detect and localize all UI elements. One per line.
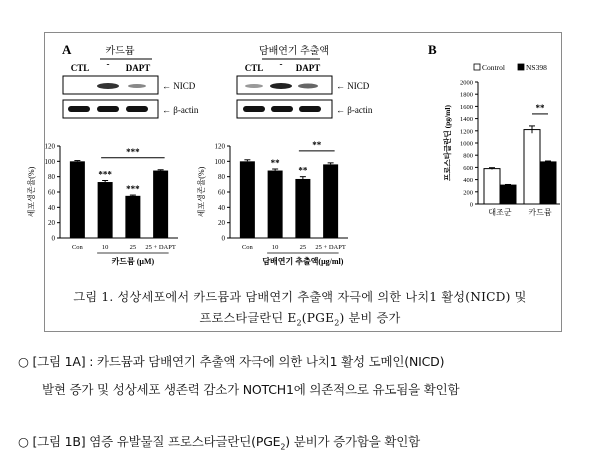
- y-tick-label: 120: [214, 142, 225, 151]
- bar: [153, 171, 168, 238]
- x-tick-label: 25: [299, 244, 307, 251]
- blot-left-lane-ctl: CTL: [70, 63, 90, 73]
- bar: [323, 164, 338, 238]
- panel-a-label: A: [62, 42, 72, 57]
- x-tick-label: Con: [71, 244, 83, 251]
- x-tick-label: 25 + DAPT: [145, 244, 176, 251]
- chart-smoke-viability: [196, 140, 348, 266]
- y-tick-label: 80: [48, 173, 55, 182]
- blot-left-lane-dapt: DAPT: [125, 63, 151, 73]
- y-tick-label: 60: [48, 188, 55, 197]
- bar: [268, 171, 283, 238]
- y-tick-label: 1800: [460, 91, 473, 99]
- blot-right-lane-ctl: CTL: [244, 63, 264, 73]
- chart-pge2: [442, 63, 560, 217]
- x-tick-label: 10: [101, 244, 109, 251]
- y-tick-label: 400: [463, 177, 473, 185]
- x-tick-label: Con: [241, 244, 253, 251]
- y-tick-label: 40: [218, 203, 225, 212]
- bullet-1b-text-a: ○ [그림 1B] 염증 유발물질 프로스타글란딘(PGE: [18, 434, 281, 449]
- y-tick-label: 120: [44, 142, 55, 151]
- blot-right-title: 담배연기 추출액: [258, 46, 330, 57]
- bullet-1b-text-b: ) 분비가 증가함을 확인함: [285, 434, 421, 449]
- legend-swatch: [474, 64, 480, 70]
- y-axis-label: 세포생존율(%): [197, 166, 206, 218]
- blot-left-nicd-label: ← NICD: [162, 81, 196, 91]
- y-tick-label: 20: [218, 219, 225, 228]
- blot-right-nicd-label: ← NICD: [336, 81, 370, 91]
- blot-left-actin-label: ← β-actin: [162, 105, 199, 115]
- bracket-label: **: [312, 139, 322, 150]
- panel-b-label: B: [428, 42, 437, 57]
- x-axis-label: 카드뮴 (μM): [111, 257, 155, 266]
- y-tick-label: 100: [214, 157, 225, 166]
- y-tick-label: 1400: [460, 116, 473, 124]
- x-tick-label: 25 + DAPT: [315, 244, 346, 251]
- x-axis-label: 담배연기 추출액(μg/ml): [262, 257, 344, 266]
- bar: [524, 130, 540, 204]
- bar: [540, 162, 556, 204]
- blot-left-lane-minus: -: [106, 59, 110, 69]
- y-tick-label: 100: [44, 157, 55, 166]
- y-tick-label: 60: [218, 188, 225, 197]
- x-tick-label: 25: [129, 244, 137, 251]
- caption-sub-b: 2: [334, 318, 340, 328]
- chart-cadmium-viability: [26, 143, 178, 267]
- significance-label: **: [298, 165, 308, 176]
- y-tick-label: 40: [48, 203, 55, 212]
- bar: [500, 185, 516, 204]
- x-tick-label: 10: [271, 244, 279, 251]
- y-tick-label: 200: [463, 189, 473, 197]
- bullet-1b: [18, 432, 420, 452]
- y-tick-label: 20: [48, 219, 55, 228]
- y-tick-label: 0: [469, 201, 473, 209]
- y-tick-label: 1000: [460, 140, 473, 148]
- bar: [295, 179, 310, 238]
- x-tick-label: 카드뮴: [528, 208, 552, 217]
- bar: [484, 169, 500, 204]
- caption-text-a: 프로스타글란딘 E: [199, 311, 297, 325]
- figure-caption-line2: [0, 309, 600, 327]
- legend-label: Control: [482, 63, 505, 72]
- caption-text-b: (PGE: [301, 311, 335, 325]
- y-tick-label: 600: [463, 164, 473, 172]
- y-axis-label: 세포생존율(%): [27, 166, 36, 218]
- bar: [70, 161, 85, 238]
- blot-left: [63, 44, 199, 118]
- caption-sub-a: 2: [296, 318, 302, 328]
- bar: [98, 182, 113, 238]
- bracket-label: ***: [126, 146, 140, 157]
- y-tick-label: 80: [218, 173, 225, 182]
- bullet-1a-line1: ○ [그림 1A] : 카드뮴과 담배연기 추출액 자극에 의한 나치1 활성 도메인(NICD): [18, 354, 445, 369]
- bullet-1a-line2: 발현 증가 및 성상세포 생존력 감소가 NOTCH1에 의존적으로 유도됨을 확인함: [42, 382, 460, 397]
- bar: [125, 196, 140, 238]
- figure-caption-line1: 그림 1. 성상세포에서 카드뮴과 담배연기 추출액 자극에 의한 나치1 활성(NICD) 및: [73, 290, 527, 304]
- y-tick-label: 1600: [460, 103, 473, 111]
- significance-label: **: [270, 158, 280, 168]
- blot-right-lane-minus: -: [279, 59, 283, 69]
- blot-right: [237, 44, 373, 118]
- caption-text-c: ) 분비 증가: [339, 311, 401, 325]
- y-tick-label: 800: [463, 152, 473, 160]
- bullet-1b-sub: 2: [280, 442, 286, 452]
- y-tick-label: 2000: [460, 79, 473, 87]
- legend-swatch: [518, 64, 524, 70]
- significance-label: ***: [98, 169, 112, 180]
- significance-label: ***: [126, 184, 140, 195]
- y-tick-label: 1200: [460, 128, 473, 136]
- blot-right-actin-label: ← β-actin: [336, 105, 373, 115]
- legend-label: NS398: [526, 63, 547, 72]
- y-axis-label: 프로스타글란딘 (pg/ml): [443, 105, 452, 181]
- bar: [240, 161, 255, 238]
- x-tick-label: 대조군: [488, 208, 512, 217]
- blot-left-title: 카드뮴: [105, 46, 135, 57]
- blot-right-lane-dapt: DAPT: [295, 63, 321, 73]
- y-tick-label: 0: [51, 234, 55, 243]
- bracket-label: **: [535, 102, 545, 113]
- y-tick-label: 0: [221, 234, 225, 243]
